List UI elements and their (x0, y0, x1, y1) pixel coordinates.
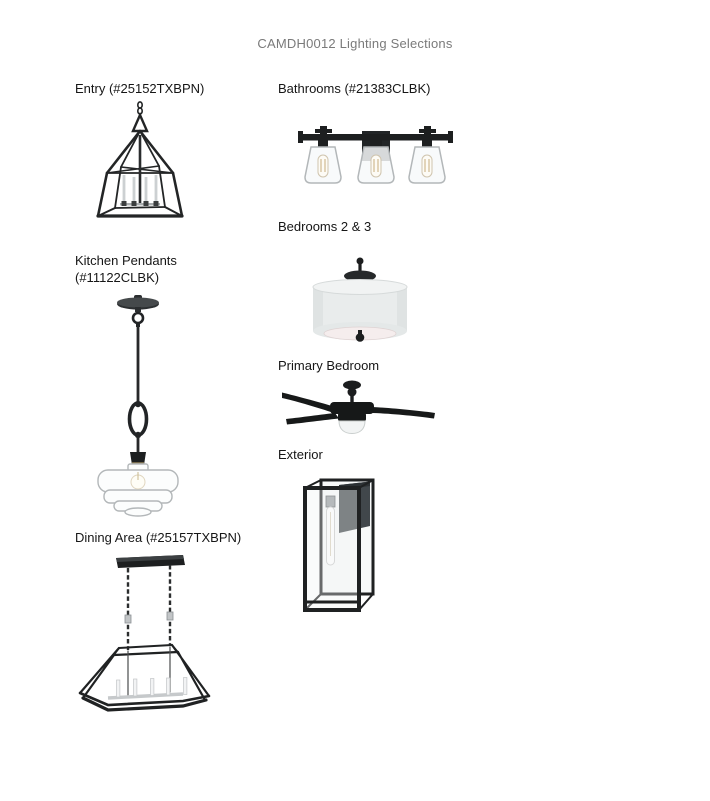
drum-semi-flush-mount-image (297, 255, 422, 347)
section-label-kitchen-line1: Kitchen Pendants (75, 253, 177, 268)
cage-lantern-pendant-image (88, 101, 193, 231)
section-label-dining: Dining Area (#25157TXBPN) (75, 530, 242, 545)
section-label-bedrooms-2-3: Bedrooms 2 & 3 (278, 219, 372, 234)
page-title: CAMDH0012 Lighting Selections (257, 36, 453, 51)
linear-cage-chandelier-image (70, 552, 242, 715)
three-light-vanity-bar-image (298, 117, 453, 189)
glass-schoolhouse-pendant-image (90, 292, 190, 520)
ceiling-fan-with-light-image (282, 379, 437, 437)
section-label-bathrooms: Bathrooms (#21383CLBK) (278, 81, 431, 96)
section-label-kitchen-line2: (#11122CLBK) (75, 270, 160, 285)
section-label-exterior: Exterior (278, 447, 323, 462)
outdoor-wall-lantern-image (303, 466, 383, 626)
section-label-kitchen (75, 252, 177, 286)
section-label-primary-bedroom: Primary Bedroom (278, 358, 380, 373)
section-label-entry: Entry (#25152TXBPN) (75, 81, 205, 96)
